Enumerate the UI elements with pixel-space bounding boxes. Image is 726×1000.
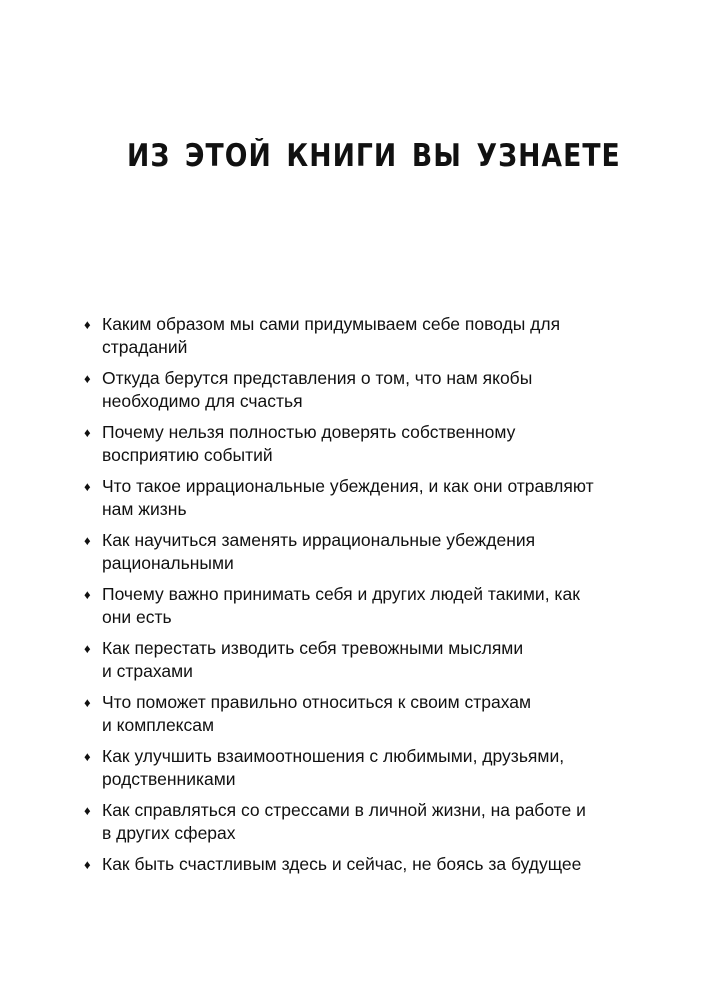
diamond-bullet-icon: ♦ <box>84 803 91 818</box>
list-item-line: Как научиться заменять иррациональные убеждения <box>102 530 536 550</box>
list-item-line: Откуда берутся представления о том, что нам якобы <box>102 368 533 388</box>
list-item-line: они есть <box>102 607 172 627</box>
diamond-bullet-icon: ♦ <box>84 695 91 710</box>
list-item-line: Что такое иррациональные убеждения, и как они отравляют <box>102 476 594 496</box>
diamond-bullet-icon: ♦ <box>84 479 91 494</box>
list-item-line: нам жизнь <box>102 499 187 519</box>
list-item <box>84 313 624 359</box>
list-item <box>84 799 624 845</box>
diamond-bullet-icon: ♦ <box>84 371 91 386</box>
list-item <box>84 529 624 575</box>
list-item-line: родственниками <box>102 769 236 789</box>
list-item-line: Как быть счастливым здесь и сейчас, не боясь за будущее <box>102 854 582 874</box>
list-item-line: Что поможет правильно относиться к своим страхам <box>102 692 532 712</box>
diamond-bullet-icon: ♦ <box>84 587 91 602</box>
list-item-line: рациональными <box>102 553 234 573</box>
page-title: ИЗ ЭТОЙ КНИГИ ВЫ УЗНАЕТЕ <box>127 138 621 174</box>
list-item-line: Почему важно принимать себя и других людей такими, как <box>102 584 580 604</box>
list-item-line: в других сферах <box>102 823 236 843</box>
list-item-line: страданий <box>102 337 188 357</box>
diamond-bullet-icon: ♦ <box>84 425 91 440</box>
list-item-line: Каким образом мы сами придумываем себе поводы для <box>102 314 561 334</box>
list-item <box>84 745 624 791</box>
list-item-line: и комплексам <box>102 715 215 735</box>
list-item-line: и страхами <box>102 661 193 681</box>
list-item <box>84 853 624 876</box>
list-item <box>84 691 624 737</box>
list-item <box>84 421 624 467</box>
list-item <box>84 367 624 413</box>
learning-list <box>84 313 624 884</box>
list-item <box>84 583 624 629</box>
list-item-line: восприятию событий <box>102 445 273 465</box>
list-item-line: необходимо для счастья <box>102 391 303 411</box>
list-item-line: Как справляться со стрессами в личной жизни, на работе и <box>102 800 586 820</box>
list-item-line: Как улучшить взаимоотношения с любимыми, друзьями, <box>102 746 565 766</box>
list-item-line: Как перестать изводить себя тревожными мыслями <box>102 638 524 658</box>
list-item-line: Почему нельзя полностью доверять собственному <box>102 422 516 442</box>
list-item <box>84 475 624 521</box>
list-item <box>84 637 624 683</box>
diamond-bullet-icon: ♦ <box>84 317 91 332</box>
diamond-bullet-icon: ♦ <box>84 857 91 872</box>
diamond-bullet-icon: ♦ <box>84 749 91 764</box>
diamond-bullet-icon: ♦ <box>84 533 91 548</box>
diamond-bullet-icon: ♦ <box>84 641 91 656</box>
